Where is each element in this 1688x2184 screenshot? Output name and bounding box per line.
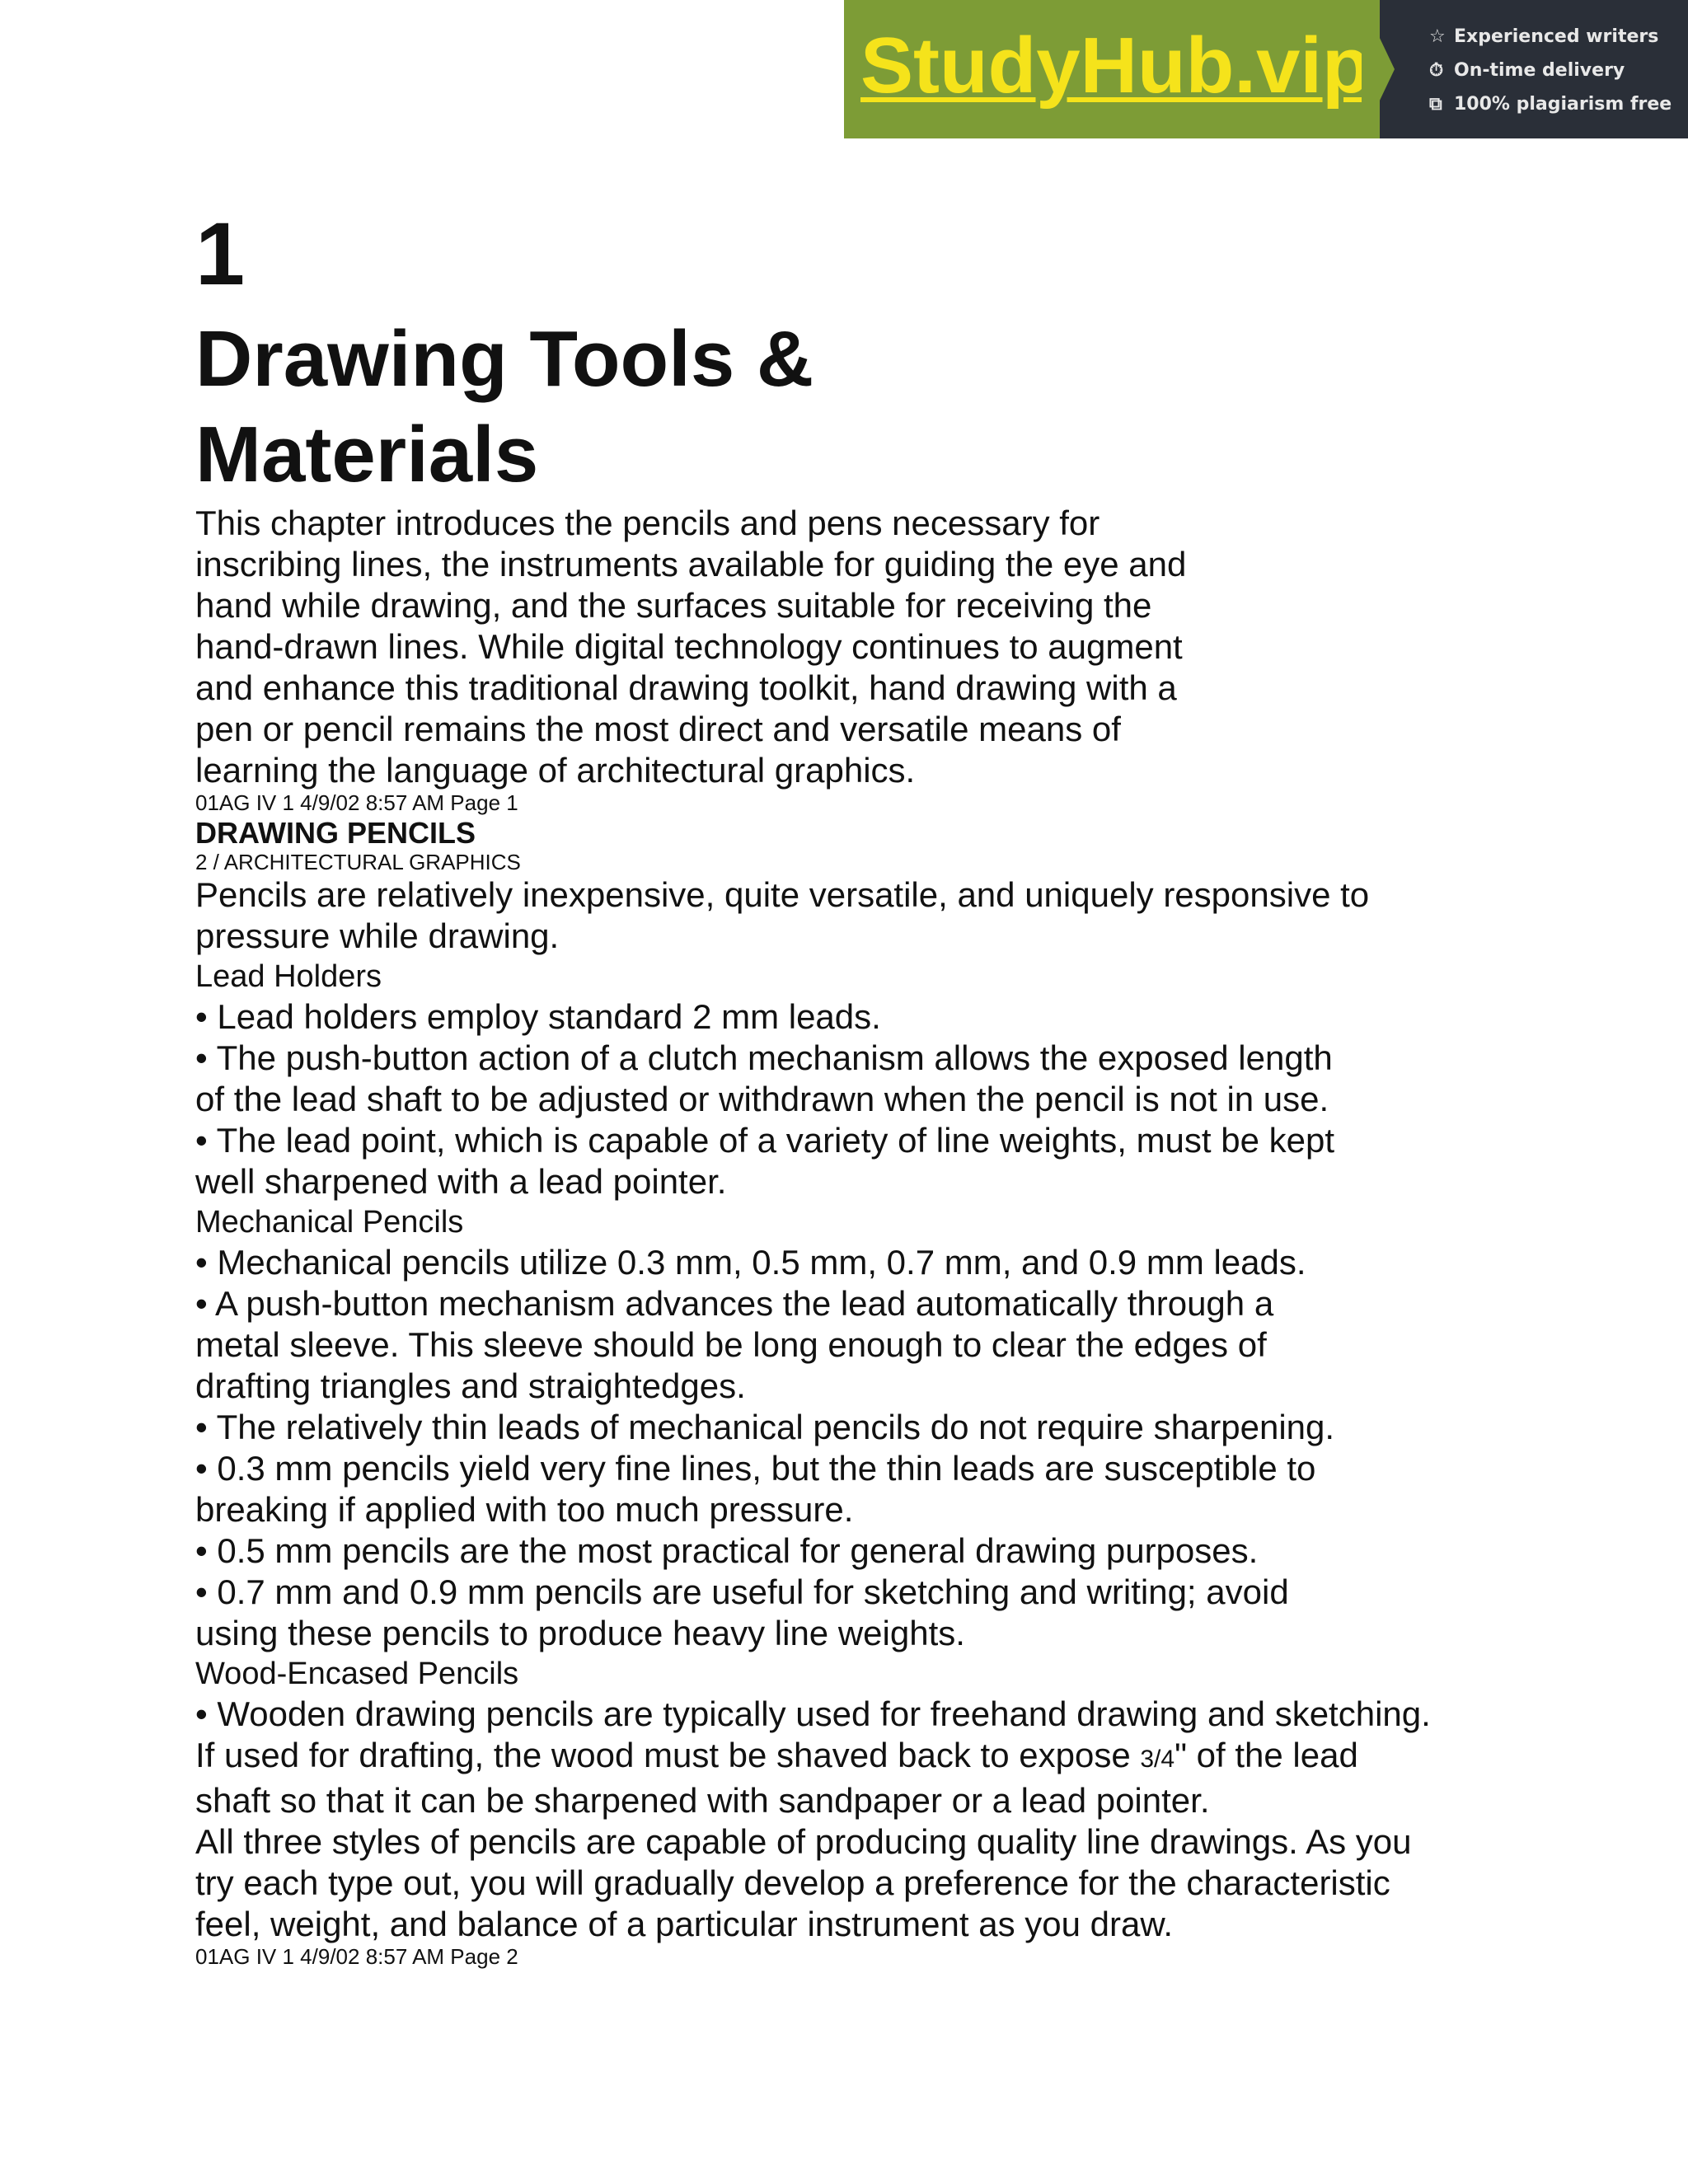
body-line: • A push-button mechanism advances the lead automatically through a [195, 1284, 1274, 1323]
body-line: • Mechanical pencils utilize 0.3 mm, 0.5 mm, 0.7 mm, and 0.9 mm leads. [195, 1243, 1306, 1282]
feature-experienced-writers [1429, 20, 1688, 54]
section-heading: DRAWING PENCILS [195, 816, 476, 850]
body-line: drafting triangles and straightedges. [195, 1366, 746, 1405]
body-line: breaking if applied with too much pressure. [195, 1490, 854, 1529]
intro-line: and enhance this traditional drawing toolkit, hand drawing with a [195, 668, 1177, 707]
body-line: • The lead point, which is capable of a variety of line weights, must be kept [195, 1121, 1335, 1160]
body-line-with-fraction [195, 1735, 1597, 1780]
intro-line: hand-drawn lines. While digital technology continues to augment [195, 627, 1183, 666]
chapter-title-line-2: Materials [195, 410, 539, 499]
feature-label: Experienced writers [1454, 26, 1659, 47]
feature-plagiarism-free [1429, 87, 1688, 121]
feature-label: On-time delivery [1454, 60, 1625, 81]
subsection-title-wood-encased-pencils: Wood-Encased Pencils [195, 1657, 519, 1691]
body-line: try each type out, you will gradually develop a preference for the characteristic [195, 1863, 1390, 1902]
chapter-intro [195, 503, 1300, 791]
subsection-title-mechanical-pencils: Mechanical Pencils [195, 1205, 464, 1240]
body-line: pressure while drawing. [195, 916, 560, 955]
feature-list [1380, 0, 1688, 138]
page-footer: 01AG IV 1 4/9/02 8:57 AM Page 1 [195, 790, 518, 815]
chapter-title-line-1: Drawing Tools & [195, 315, 814, 403]
running-head: 2 / ARCHITECTURAL GRAPHICS [195, 850, 521, 874]
copy-icon: ⧉ [1429, 94, 1442, 115]
body-line: • 0.3 mm pencils yield very fine lines, but the thin leads are susceptible to [195, 1449, 1316, 1488]
intro-line: inscribing lines, the instruments available for guiding the eye and [195, 545, 1187, 583]
body-line: • The relatively thin leads of mechanical pencils do not require sharpening. [195, 1408, 1335, 1446]
body-line: • 0.7 mm and 0.9 mm pencils are useful for sketching and writing; avoid [195, 1572, 1289, 1611]
studyhub-banner[interactable] [844, 0, 1688, 138]
text-run: If used for drafting, the wood must be shaved back to expose [195, 1736, 1141, 1774]
intro-line: learning the language of architectural graphics. [195, 751, 916, 790]
intro-line: hand while drawing, and the surfaces suitable for receiving the [195, 586, 1152, 625]
intro-line: pen or pencil remains the most direct and versatile means of [195, 710, 1121, 748]
clock-icon: ⏱ [1429, 60, 1444, 81]
body-line: Pencils are relatively inexpensive, quite versatile, and uniquely responsive to [195, 875, 1370, 914]
banner-arrow [1362, 0, 1395, 138]
body-line: using these pencils to produce heavy line weights. [195, 1614, 965, 1652]
body-line: • 0.5 mm pencils are the most practical for general drawing purposes. [195, 1531, 1259, 1570]
body-line: feel, weight, and balance of a particular instrument as you draw. [195, 1905, 1174, 1943]
body-line: • The push-button action of a clutch mechanism allows the exposed length [195, 1038, 1333, 1077]
body-line: • Lead holders employ standard 2 mm leads. [195, 997, 881, 1036]
body-line: shaft so that it can be sharpened with sandpaper or a lead pointer. [195, 1781, 1210, 1820]
brand-panel [844, 0, 1380, 138]
body-line: of the lead shaft to be adjusted or withdrawn when the pencil is not in use. [195, 1080, 1329, 1118]
brand-logo: StudyHub.vip [860, 21, 1371, 110]
star-icon: ☆ [1429, 26, 1446, 47]
feature-on-time-delivery [1429, 54, 1688, 87]
body-line: metal sleeve. This sleeve should be long enough to clear the edges of [195, 1325, 1267, 1364]
document-page [195, 196, 1597, 1969]
body-line: well sharpened with a lead pointer. [195, 1162, 727, 1201]
intro-line: This chapter introduces the pencils and pens necessary for [195, 504, 1100, 542]
feature-label: 100% plagiarism free [1454, 94, 1672, 115]
subsection-title-lead-holders: Lead Holders [195, 959, 382, 994]
fraction: 3/4 [1140, 1746, 1175, 1773]
chapter-number: 1 [195, 204, 246, 303]
text-run: " of the lead [1175, 1736, 1358, 1774]
page-footer: 01AG IV 1 4/9/02 8:57 AM Page 2 [195, 1944, 518, 1969]
body-line: All three styles of pencils are capable of producing quality line drawings. As you [195, 1822, 1412, 1861]
body-line: • Wooden drawing pencils are typically used for freehand drawing and sketching. [195, 1694, 1431, 1733]
